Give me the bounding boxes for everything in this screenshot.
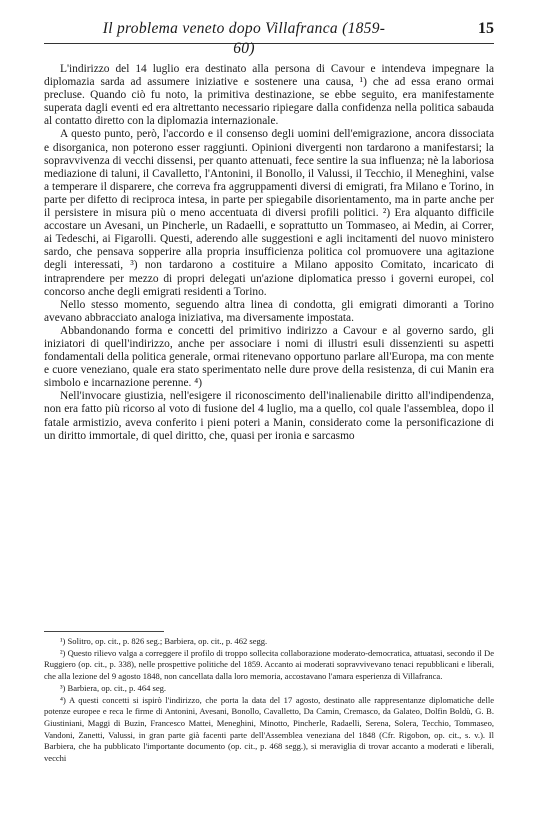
footnote-divider: [44, 631, 164, 632]
book-page: [44, 0, 494, 827]
paragraph: Nell'invocare giustizia, nell'esigere il riconoscimento dell'inalienabile diritto all'indipendenza, non era fatto più ricorso al voto di fusione del 4 luglio, ma a quello, col quale l'assemblea, dopo il fatale armistizio, aveva conferito i pieni poteri a Manin, considerato come la personificazione di un diritto immortale, di quel diritto, che, quasi per ironia e sarcasmo: [44, 390, 494, 442]
paragraph: Abbandonando forma e concetti del primitivo indirizzo a Cavour e al governo sardo, gli iniziatori di quell'indirizzo, anche per associare i nomi di illustri esuli dissenzienti su aspetti fondamentali della politica generale, ormai ritenevano opportuno parlare all'Europa, ma con mente e cuore veneziano, quale era stato sperimentato nelle dure prove della resistenza, di cui Manin era simbolo e incarnazione perenne. ⁴): [44, 324, 494, 390]
page-header: [44, 19, 494, 57]
paragraph: Nello stesso momento, seguendo altra linea di condotta, gli emigrati dimoranti a Torino avevano abbracciato analoga iniziativa, ma diversamente impostata.: [44, 298, 494, 324]
footnote: ²) Questo rilievo valga a correggere il profilo di troppo sollecita collaborazione moderato-democratica, attuatasi, secondo il De Ruggiero (op. cit., p. 338), nelle prospettive politiche del 1859. Accanto ai moderati sopravvivevano tenaci repubblicani e liberali, che alla lezione del 9 agosto 1848, non cancellata dalla loro memoria, accostavano l'amara esperienza di Villafranca.: [44, 647, 494, 682]
running-title: Il problema veneto dopo Villafranca (1859-60): [102, 20, 386, 57]
page-number: 15: [478, 20, 494, 37]
paragraph: A questo punto, però, l'accordo e il consenso degli uomini dell'emigrazione, ancora dissociata e disorganica, non poterono esser raggiunti. Opinioni divergenti non tardarono a manifestarsi; la sopravvivenza di vecchi dissensi, per quanto attenuati, fece sentire la sua influenza; nè la laboriosa mediazione di taluni, il Cavalletto, l'Antonini, il Bonollo, il Valussi, il Tecchio, il Meneghini, valse a temperare il disparere, che correva fra aggruppamenti diversi di emigrati, fra Milano e Torino, in parte per difetto di reciproca intesa, in parte per spiegabile disorientamento, ma in parte anche per il persistere in misura più o meno accentuata di diversi profili politici. ²) Era alquanto difficile accostare un Avesani, un Pincherle, un Radaelli, e soprattutto un Tommaseo, ai Medin, ai Correr, ai Tedeschi, ai Figarolli. Questi, aderendo alle suggestioni e agli incitamenti del nuovo ministero sardo, che pensava sopperire alla propria insufficienza politica col promuovere una agitazione degli interessati, ³) non tardarono a costituire a Milano apposito Comitato, incaricato di intraprendere per mezzo di propri delegati un'azione diplomatica presso i governi europei, col concorso anche degli emigrati residenti a Torino.: [44, 128, 494, 298]
footnote: ⁴) A questi concetti si ispirò l'indirizzo, che porta la data del 17 agosto, destinato alle rappresentanze diplomatiche delle potenze europee e reca le firme di Antonini, Avesani, Bonollo, Cavalletto, Da Camin, Cremasco, da Galateo, Dolfin Boldù, G. B. Giustiniani, Maggi di Buzin, Francesco Mattei, Meneghini, Minotto, Pincherle, Radaelli, Serena, Solera, Tecchio, Tommaseo, Vandoni, Zanetti, Valussi, in gran parte già facenti parte dell'Assemblea veneziana del 1848 (Cfr. Rigobon, op. cit., s. v.). Il Barbiera, che ha pubblicato l'importante documento (op. cit., p. 468 segg.), si meraviglia di trovar accanto a moderati e liberali, vecchi: [44, 694, 494, 764]
paragraph: L'indirizzo del 14 luglio era destinato alla persona di Cavour e intendeva impegnare la diplomazia sarda ad assumere iniziative e sostenere una causa, ¹) che ad essa erano ormai precluse. Quando ciò fu noto, la primitiva destinazione, se ebbe seguito, era manifestamente superata dagli eventi ed era altrettanto necessario ripiegare dalla confidenza nella politica sabauda al contatto diretto con la diplomazia internazionale.: [44, 63, 494, 128]
footnote: ¹) Solitro, op. cit., p. 826 seg.; Barbiera, op. cit., p. 462 segg.: [60, 636, 268, 646]
footnotes: [44, 636, 494, 765]
footnote: ³) Barbiera, op. cit., p. 464 seg.: [60, 682, 167, 693]
body-text: [44, 63, 494, 443]
